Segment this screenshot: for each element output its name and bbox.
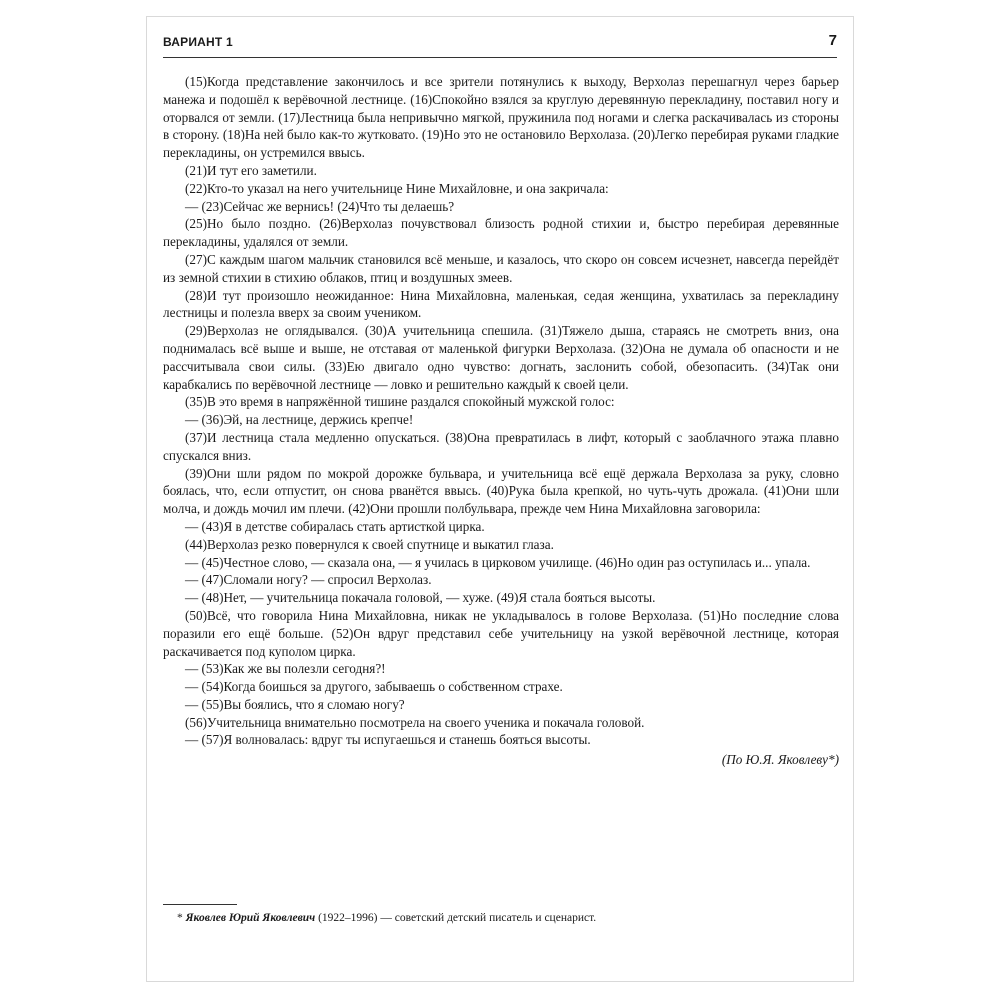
paragraph: — (48)Нет, — учительница покачала головой, — хуже. (49)Я стала бояться высоты. [185,590,656,606]
paragraph: (35)В это время в напряжённой тишине раздался спокойный мужской голос: [185,394,615,410]
book-page [146,16,854,982]
paragraph: (27)С каждым шагом мальчик становился всё меньше, и казалось, что скоро он совсем исчезнет, навсегда перейдёт из земной стихии в стихию облаков, птиц и воздушных змеев. [163,251,839,285]
footnote-divider [163,904,237,905]
paragraph: — (57)Я волновалась: вдруг ты испугаешься и станешь бояться высоты. [185,732,591,748]
paragraph: (15)Когда представление закончилось и все зрители потянулись к выходу, Верхолаз перешагнул через барьер манежа и подошёл к верёвочной лестнице. (16)Спокойно взялся за круглую деревянную перекладину, поставил ногу и оторвался от земли. (17)Лестница была непривычно мягкой, пружинила под ногами и слегка раскачивалась из стороны в сторону. (18)На ней было как-то жутковато. (19)Но это не остановило Верхолаза. (20)Легко перебирая руками гладкие перекладины, он устремился ввысь. [163,74,839,161]
footnote-marker: * [177,912,186,924]
paragraph: (21)И тут его заметили. [185,162,317,178]
page-header [163,31,837,58]
footnote-author: Яковлев Юрий Яковлевич [185,912,319,924]
footnote [177,911,839,926]
paragraph: — (55)Вы боялись, что я сломаю ногу? [185,696,405,712]
page-number: 7 [828,32,837,49]
paragraph: — (36)Эй, на лестнице, держись крепче! [185,412,414,428]
paragraph: (39)Они шли рядом по мокрой дорожке бульвара, и учительница всё ещё держала Верхолаза за руку, словно боялась, что, если отпустит, он снова рванётся ввысь. (40)Рука была крепкой, но чуть-чуть дрожала. (41)Они шли молча, и дождь мочил им плечи. (42)Они прошли полбульвара, прежде чем Нина Михайловна заговорила: [163,465,839,517]
paragraph: (22)Кто-то указал на него учительнице Нине Михайловне, и она закричала: [185,180,609,196]
paragraph: — (45)Честное слово, — сказала она, — я училась в цирковом училище. (46)Но один раз оступилась и... упала. [185,554,811,570]
paragraph: (25)Но было поздно. (26)Верхолаз почувствовал близость родной стихии и, быстро перебирая деревянные перекладины, удалялся от земли. [163,216,839,250]
paragraph: (37)И лестница стала медленно опускаться. (38)Она превратилась в лифт, который с заоблачного этажа плавно спускался вниз. [163,429,839,463]
paragraph: (44)Верхолаз резко повернулся к своей спутнице и выкатил глаза. [185,536,554,552]
paragraph: (56)Учительница внимательно посмотрела на своего ученика и покачала головой. [185,714,645,730]
paragraph: — (54)Когда боишься за другого, забываешь о собственном страхе. [185,679,563,695]
paragraph: (28)И тут произошло неожиданное: Нина Михайловна, маленькая, седая женщина, ухватилась за перекладину лестницы и полезла вверх за своим учеником. [163,287,839,321]
variant-title: ВАРИАНТ 1 [163,35,233,49]
paragraph: (29)Верхолаз не оглядывался. (30)А учительница спешила. (31)Тяжело дыша, стараясь не смотреть вниз, она поднималась всё выше и выше, не отставая от маленькой фигурки Верхолаза. (32)Она не думала об опасности и не рассчитывала свои силы. (33)Ею двигало одно чувство: догнать, заслонить собой, обезопасить. (34)Так они карабкались по верёвочной лестнице — ловко и решительно каждый к своей цели. [163,323,839,392]
paragraph: — (53)Как же вы полезли сегодня?! [185,661,386,677]
story-text [163,73,839,769]
paragraph: — (23)Сейчас же вернись! (24)Что ты делаешь? [185,198,455,214]
paragraph: — (43)Я в детстве собиралась стать артисткой цирка. [185,518,485,534]
paragraph: — (47)Сломали ногу? — спросил Верхолаз. [185,572,432,588]
paragraph: (50)Всё, что говорила Нина Михайловна, никак не укладывалось в голове Верхолаза. (51)Но последние слова поразили его ещё больше. (52)Он вдруг представил себе учительницу на узкой верёвочной лестнице, которая раскачивается под куполом цирка. [163,607,839,659]
source-attribution: (По Ю.Я. Яковлеву*) [721,752,839,768]
footnote-text: (1922–1996) — советский детский писатель и сценарист. [318,912,597,924]
